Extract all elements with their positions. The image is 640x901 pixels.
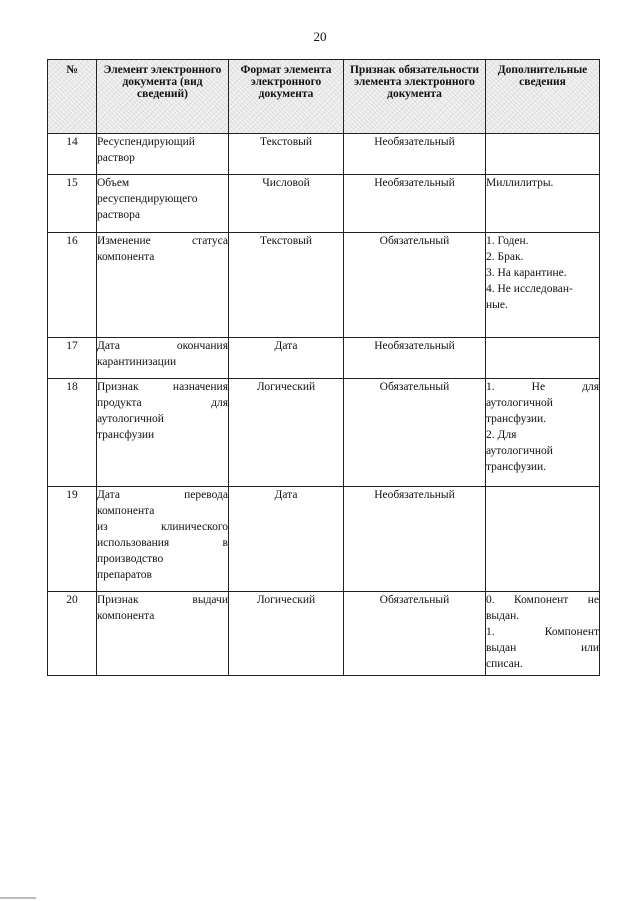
cell-name-line: раствора <box>97 209 140 221</box>
cell-name-line: Дата перевода <box>97 489 228 501</box>
cell-sign: Необязательный <box>344 134 486 175</box>
cell-name-line: продукта для <box>97 397 228 409</box>
cell-extra-line: ные. <box>486 299 508 311</box>
table-row <box>48 592 600 676</box>
cell-extra-line: 0. Компонент не <box>486 594 599 606</box>
cell-extra-line: 3. На карантине. <box>486 267 567 279</box>
table-row <box>48 379 600 487</box>
cell-format: Дата <box>229 338 344 379</box>
cell-sign: Необязательный <box>344 175 486 233</box>
cell-sign: Необязательный <box>344 338 486 379</box>
cell-name <box>97 134 229 175</box>
cell-name <box>97 379 229 487</box>
cell-sign: Обязательный <box>344 379 486 487</box>
table-row <box>48 338 600 379</box>
cell-name <box>97 338 229 379</box>
cell-format: Текстовый <box>229 134 344 175</box>
cell-extra-line: выдан или <box>486 642 599 654</box>
cell-extra-line: выдан. <box>486 610 520 622</box>
cell-extra-line: 2. Для <box>486 429 517 441</box>
cell-format: Числовой <box>229 175 344 233</box>
cell-format: Логический <box>229 379 344 487</box>
table-row <box>48 175 600 233</box>
cell-name-line: карантинизации <box>97 356 177 368</box>
cell-num: 17 <box>48 338 97 379</box>
cell-extra-line: аутологичной <box>486 445 553 457</box>
cell-extra-line: списан. <box>486 658 523 670</box>
table-header-row <box>48 60 600 134</box>
cell-num: 18 <box>48 379 97 487</box>
table-row <box>48 134 600 175</box>
cell-name-line: компонента <box>97 610 155 622</box>
header-format: Формат элемента электронного документа <box>229 60 344 134</box>
cell-name <box>97 592 229 676</box>
cell-num: 20 <box>48 592 97 676</box>
table-row <box>48 487 600 592</box>
cell-name-line: ресуспендирующего <box>97 193 198 205</box>
cell-name <box>97 487 229 592</box>
cell-extra-line: трансфузии. <box>486 413 547 425</box>
cell-format: Дата <box>229 487 344 592</box>
cell-name-line: Дата окончания <box>97 340 228 352</box>
elements-table <box>47 59 600 676</box>
cell-name <box>97 233 229 338</box>
cell-extra <box>486 134 600 175</box>
cell-num: 14 <box>48 134 97 175</box>
cell-sign: Обязательный <box>344 233 486 338</box>
cell-format: Логический <box>229 592 344 676</box>
cell-name-line: Признак выдачи <box>97 594 228 606</box>
header-name: Элемент электронного документа (вид сведений) <box>97 60 229 134</box>
cell-sign: Необязательный <box>344 487 486 592</box>
cell-name-line: компонента <box>97 505 155 517</box>
cell-name-line: препаратов <box>97 569 152 581</box>
cell-extra <box>486 338 600 379</box>
table-row <box>48 233 600 338</box>
cell-extra <box>486 592 600 676</box>
cell-extra <box>486 233 600 338</box>
cell-extra-line: Миллилитры. <box>486 177 554 189</box>
cell-name-line: производство <box>97 553 164 565</box>
cell-name-line: из клинического <box>97 521 228 533</box>
cell-name-line: трансфузии <box>97 429 155 441</box>
cell-name-line: использования в <box>97 537 228 549</box>
cell-extra-line: трансфузии. <box>486 461 547 473</box>
cell-extra-line: 1. Годен. <box>486 235 529 247</box>
cell-name-line: аутологичной <box>97 413 164 425</box>
cell-extra-line: аутологичной <box>486 397 553 409</box>
header-sign: Признак обязательности элемента электронного документа <box>344 60 486 134</box>
cell-num: 16 <box>48 233 97 338</box>
cell-name-line: раствор <box>97 152 135 164</box>
header-extra: Дополнительные сведения <box>486 60 600 134</box>
page-number: 20 <box>313 29 327 44</box>
header-num: № <box>48 60 97 134</box>
cell-extra <box>486 487 600 592</box>
cell-name-line: Признак назначения <box>97 381 228 393</box>
cell-extra <box>486 175 600 233</box>
cell-sign: Обязательный <box>344 592 486 676</box>
cell-extra-line: 1. Компонент <box>486 626 599 638</box>
scan-edge-mark <box>0 897 36 899</box>
cell-extra-line: 2. Брак. <box>486 251 524 263</box>
cell-extra <box>486 379 600 487</box>
cell-name-line: Изменение статуса <box>97 235 228 247</box>
cell-num: 15 <box>48 175 97 233</box>
cell-name-line: Ресуспендирующий <box>97 136 195 148</box>
cell-name <box>97 175 229 233</box>
cell-extra-line: 4. Не исследован- <box>486 283 573 295</box>
cell-extra-line: 1. Не для <box>486 381 599 393</box>
cell-name-line: компонента <box>97 251 155 263</box>
cell-format: Текстовый <box>229 233 344 338</box>
cell-name-line: Объем <box>97 177 130 189</box>
cell-num: 19 <box>48 487 97 592</box>
